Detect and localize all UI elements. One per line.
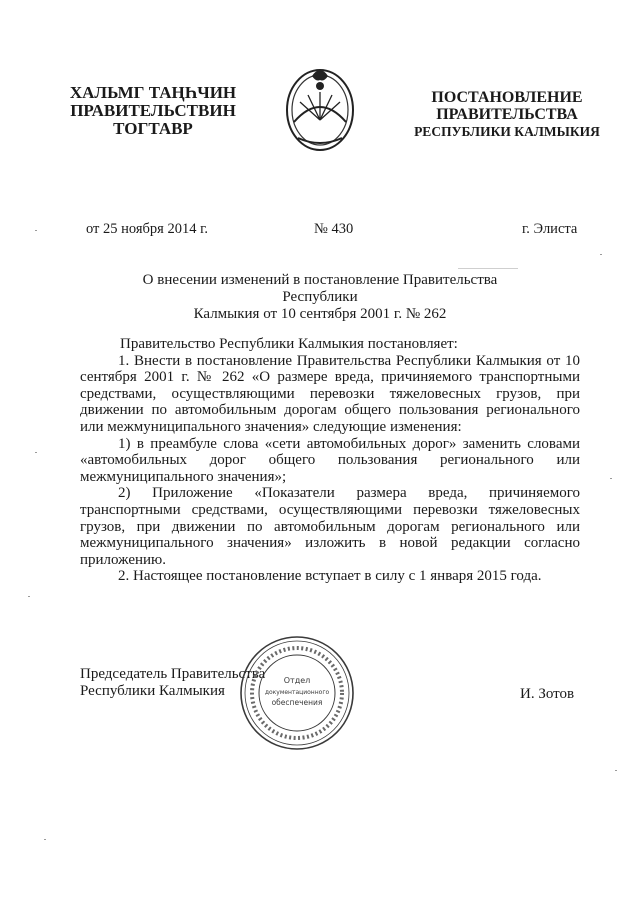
header-left-kalmyk [58, 84, 248, 138]
header-right-line-3: РЕСПУБЛИКИ КАЛМЫКИЯ [414, 124, 600, 139]
header-left-line-2: ПРАВИТЕЛЬСТВИН [70, 101, 236, 120]
scan-speck [610, 478, 612, 479]
body-intro: Правительство Республики Калмыкия постановляет: [120, 336, 458, 352]
body-paragraph-2: 2. Настоящее постановление вступает в силу с 1 января 2015 года. [118, 568, 542, 585]
title-line-2: Калмыкия от 10 сентября 2001 г. № 262 [193, 306, 447, 322]
official-round-stamp [238, 634, 356, 752]
scan-speck [35, 452, 37, 453]
signature-position-line-2: Республики Калмыкия [80, 683, 225, 699]
scan-speck [28, 596, 30, 597]
scan-speck [600, 254, 602, 255]
document-number: № 430 [314, 221, 354, 237]
document-body [80, 336, 580, 585]
header-right-russian [412, 89, 602, 140]
scan-speck [35, 230, 37, 231]
coat-of-arms-emblem [284, 62, 356, 152]
signature-position-line-1: Председатель Правительства [80, 666, 266, 682]
scan-speck [458, 268, 518, 269]
scan-speck [615, 770, 617, 771]
signatory-name: И. Зотов [520, 686, 575, 702]
body-paragraph-1: 1. Внести в постановление Правительства Республики Калмыкия от 10 сентября 2001 г. № 262 «О размере вреда, причиняемого транспортными средствами, осуществляющими перевозки тяжеловесных грузов, при движении по автомобильным дорогам общего пользования регионального или межмуниципального значения» следующие изменения: [80, 352, 580, 435]
header-right-line-2: ПРАВИТЕЛЬСТВА [436, 106, 578, 123]
stamp-line-3: обеспечения [271, 698, 323, 707]
header-right-line-1: ПОСТАНОВЛЕНИЕ [431, 89, 583, 106]
body-paragraph-1-2: 2) Приложение «Показатели размера вреда, причиняемого транспортными средствами, осуществляющими перевозки тяжеловесных грузов, при движении по автомобильным дорогам регионального или межмуниципального значения» изложить в новой редакции согласно приложению. [80, 485, 580, 568]
stamp-line-1: Отдел [283, 676, 311, 685]
header-left-line-3: ТОГТАВР [113, 119, 193, 138]
title-line-1: О внесении изменений в постановление Правительства Республики [142, 272, 498, 305]
stamp-line-2: документационного [264, 689, 330, 696]
document-date: от 25 ноября 2014 г. [86, 221, 209, 237]
scan-speck [44, 839, 46, 840]
document-title [110, 272, 530, 323]
document-city: г. Элиста [522, 221, 578, 237]
body-paragraph-1-1: 1) в преамбуле слова «сети автомобильных дорог» заменить словами «автомобильных дорог общего пользования регионального или межмуниципального значения»; [80, 435, 580, 485]
header-left-line-1: ХАЛЬМГ ТАҢҺЧИН [69, 83, 237, 102]
